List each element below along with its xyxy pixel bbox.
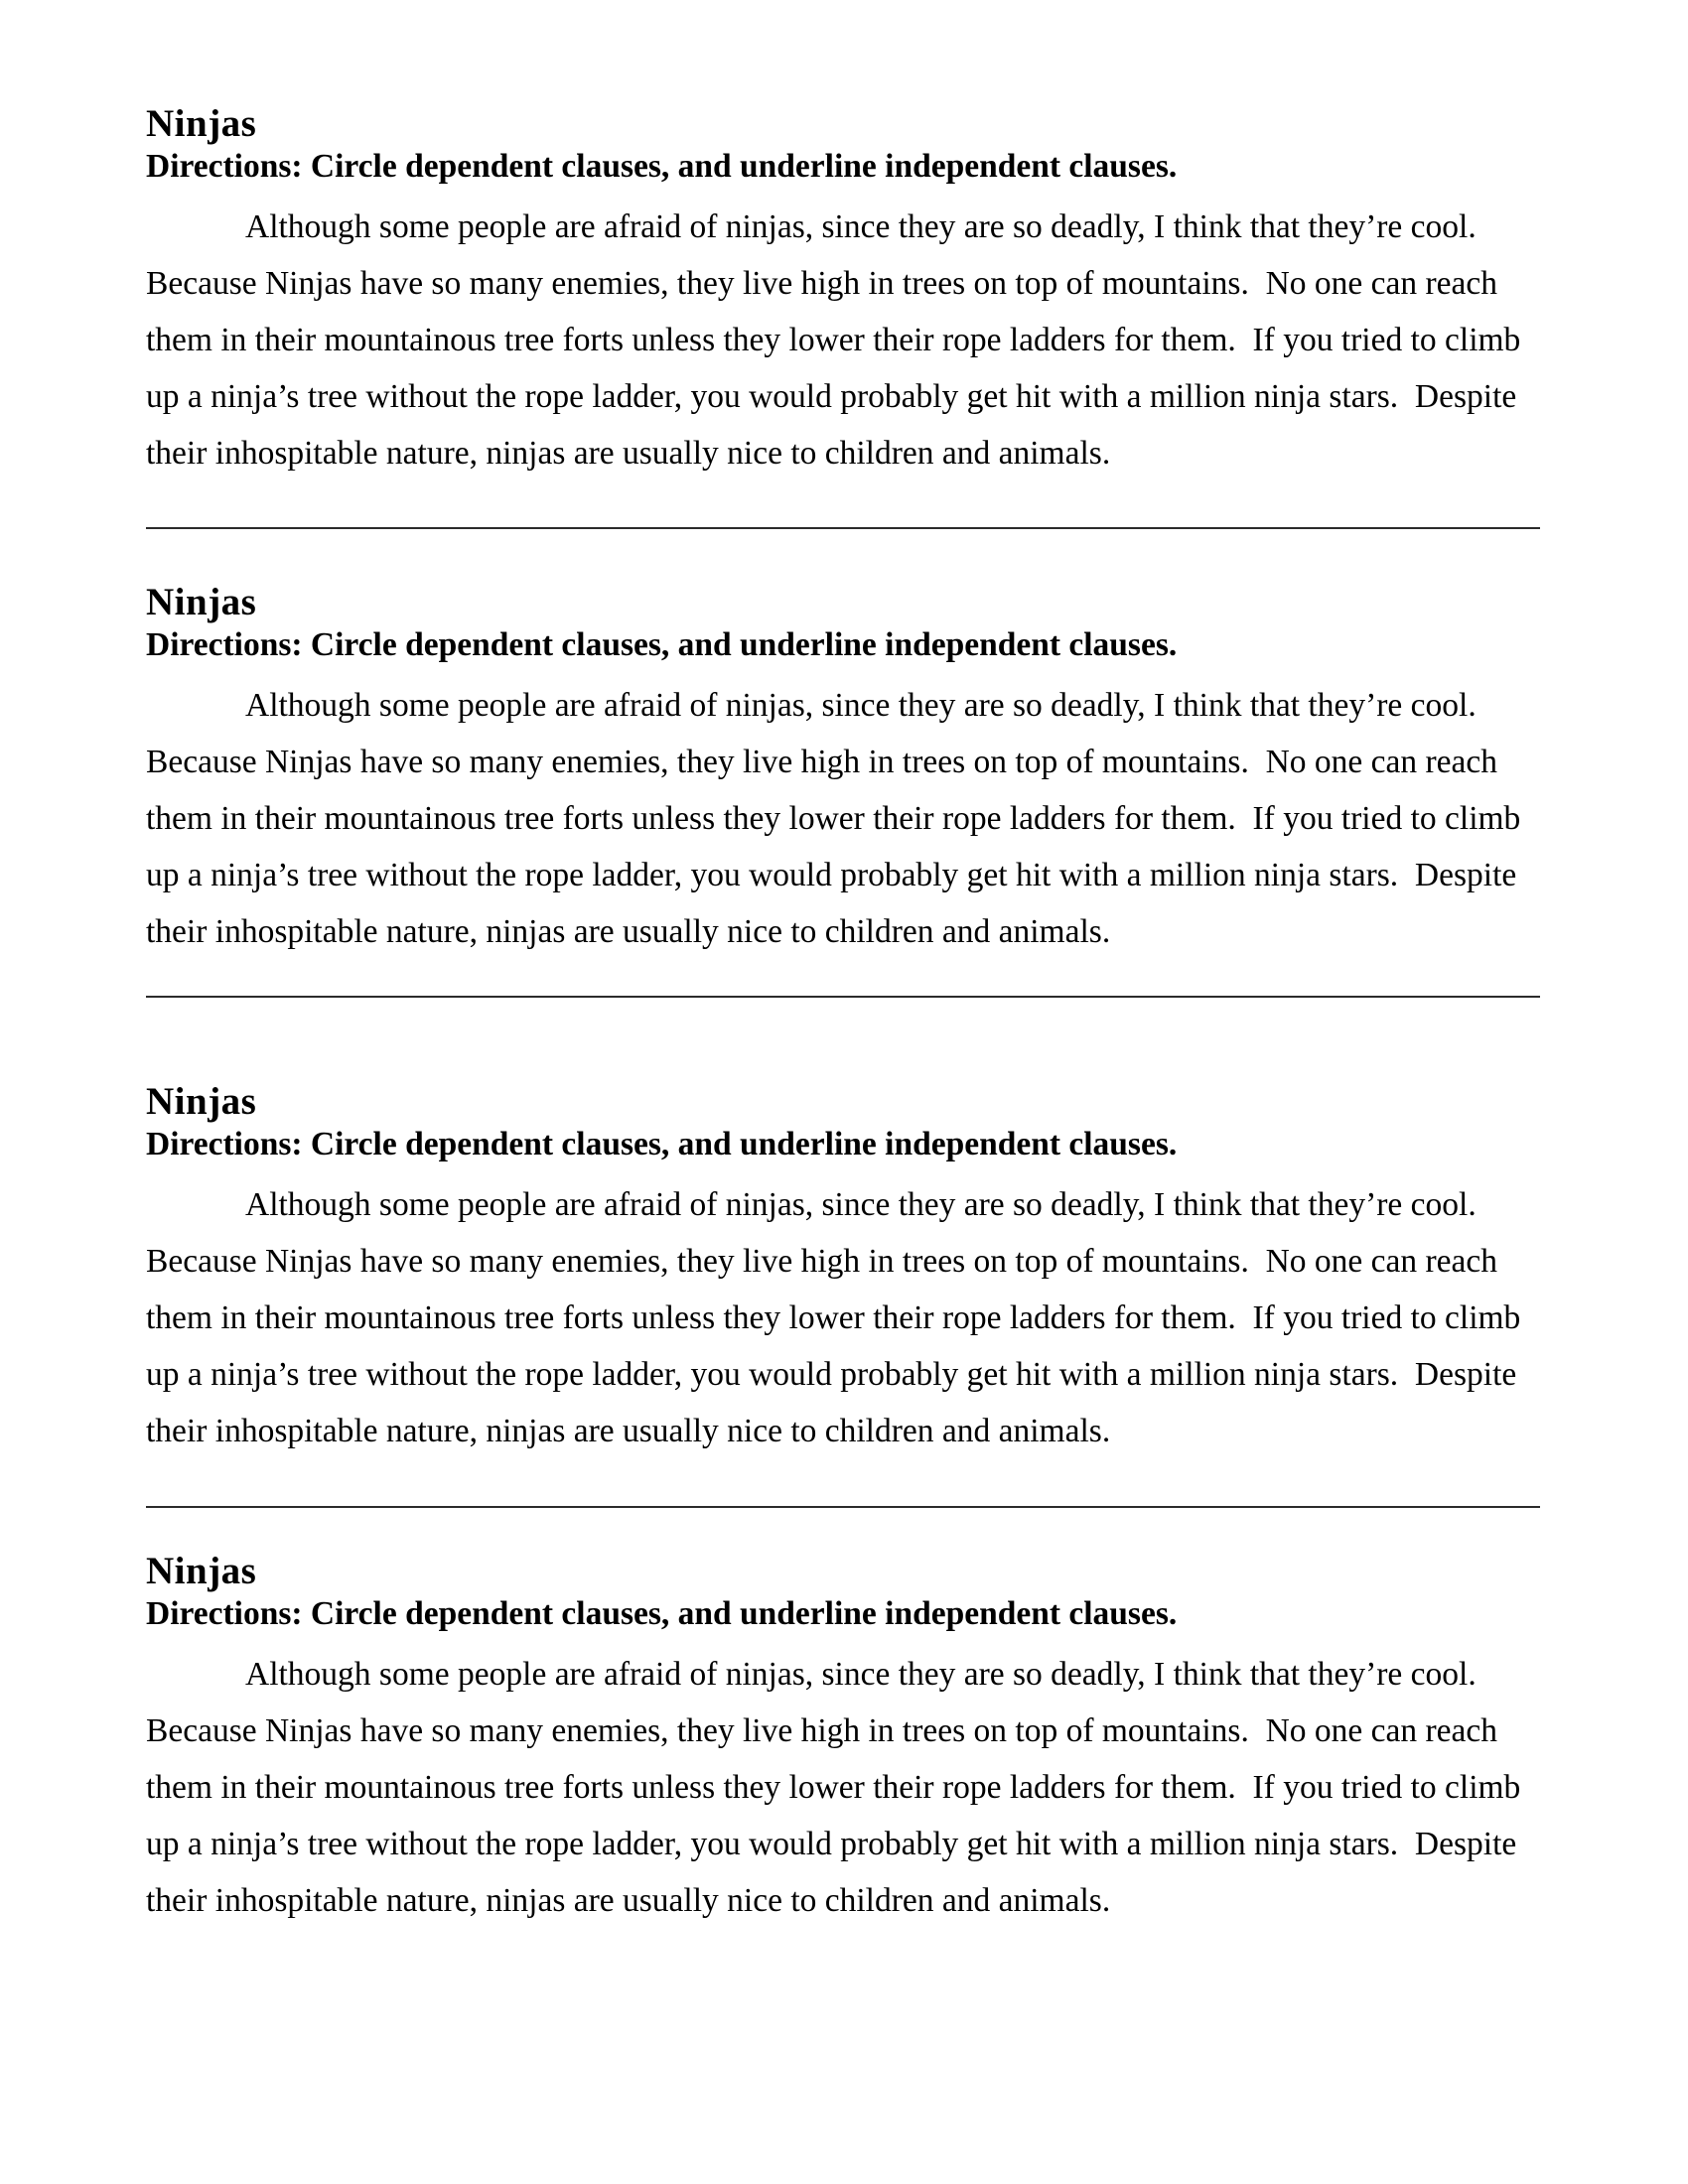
directions-text: Directions: Circle dependent clauses, and underline independent clauses. <box>146 1595 1178 1632</box>
passage-paragraph: Although some people are afraid of ninjas, since they are so deadly, I think that they’re cool. Because Ninjas have so many enemies, they live high in trees on top of mountains. No one can reach them in their mountainous tree forts unless they lower their rope ladders for them. If you tried to climb up a ninja’s tree without the rope ladder, you would probably get hit with a million ninja stars. Despite their inhospitable nature, ninjas are usually nice to children and animals. <box>146 1656 1529 1919</box>
section-title: Ninjas <box>146 581 257 623</box>
directions-text: Directions: Circle dependent clauses, and underline independent clauses. <box>146 626 1178 663</box>
section-title: Ninjas <box>146 1080 257 1123</box>
worksheet-section-4 <box>146 1550 1540 1929</box>
passage-paragraph: Although some people are afraid of ninjas, since they are so deadly, I think that they’re cool. Because Ninjas have so many enemies, they live high in trees on top of mountains. No one can reach them in their mountainous tree forts unless they lower their rope ladders for them. If you tried to climb up a ninja’s tree without the rope ladder, you would probably get hit with a million ninja stars. Despite their inhospitable nature, ninjas are usually nice to children and animals. <box>146 687 1529 950</box>
section-divider <box>146 1506 1540 1508</box>
directions-text: Directions: Circle dependent clauses, and underline independent clauses. <box>146 1126 1178 1162</box>
directions-text: Directions: Circle dependent clauses, and underline independent clauses. <box>146 148 1178 185</box>
section-divider <box>146 996 1540 998</box>
section-title: Ninjas <box>146 102 257 145</box>
worksheet-section-2 <box>146 581 1540 960</box>
worksheet-section-3 <box>146 1080 1540 1459</box>
passage-paragraph: Although some people are afraid of ninjas, since they are so deadly, I think that they’re cool. Because Ninjas have so many enemies, they live high in trees on top of mountains. No one can reach them in their mountainous tree forts unless they lower their rope ladders for them. If you tried to climb up a ninja’s tree without the rope ladder, you would probably get hit with a million ninja stars. Despite their inhospitable nature, ninjas are usually nice to children and animals. <box>146 1186 1529 1449</box>
section-title: Ninjas <box>146 1550 257 1592</box>
section-divider <box>146 527 1540 529</box>
worksheet-section-1 <box>146 102 1540 481</box>
passage-paragraph: Although some people are afraid of ninjas, since they are so deadly, I think that they’re cool. Because Ninjas have so many enemies, they live high in trees on top of mountains. No one can reach them in their mountainous tree forts unless they lower their rope ladders for them. If you tried to climb up a ninja’s tree without the rope ladder, you would probably get hit with a million ninja stars. Despite their inhospitable nature, ninjas are usually nice to children and animals. <box>146 208 1529 472</box>
